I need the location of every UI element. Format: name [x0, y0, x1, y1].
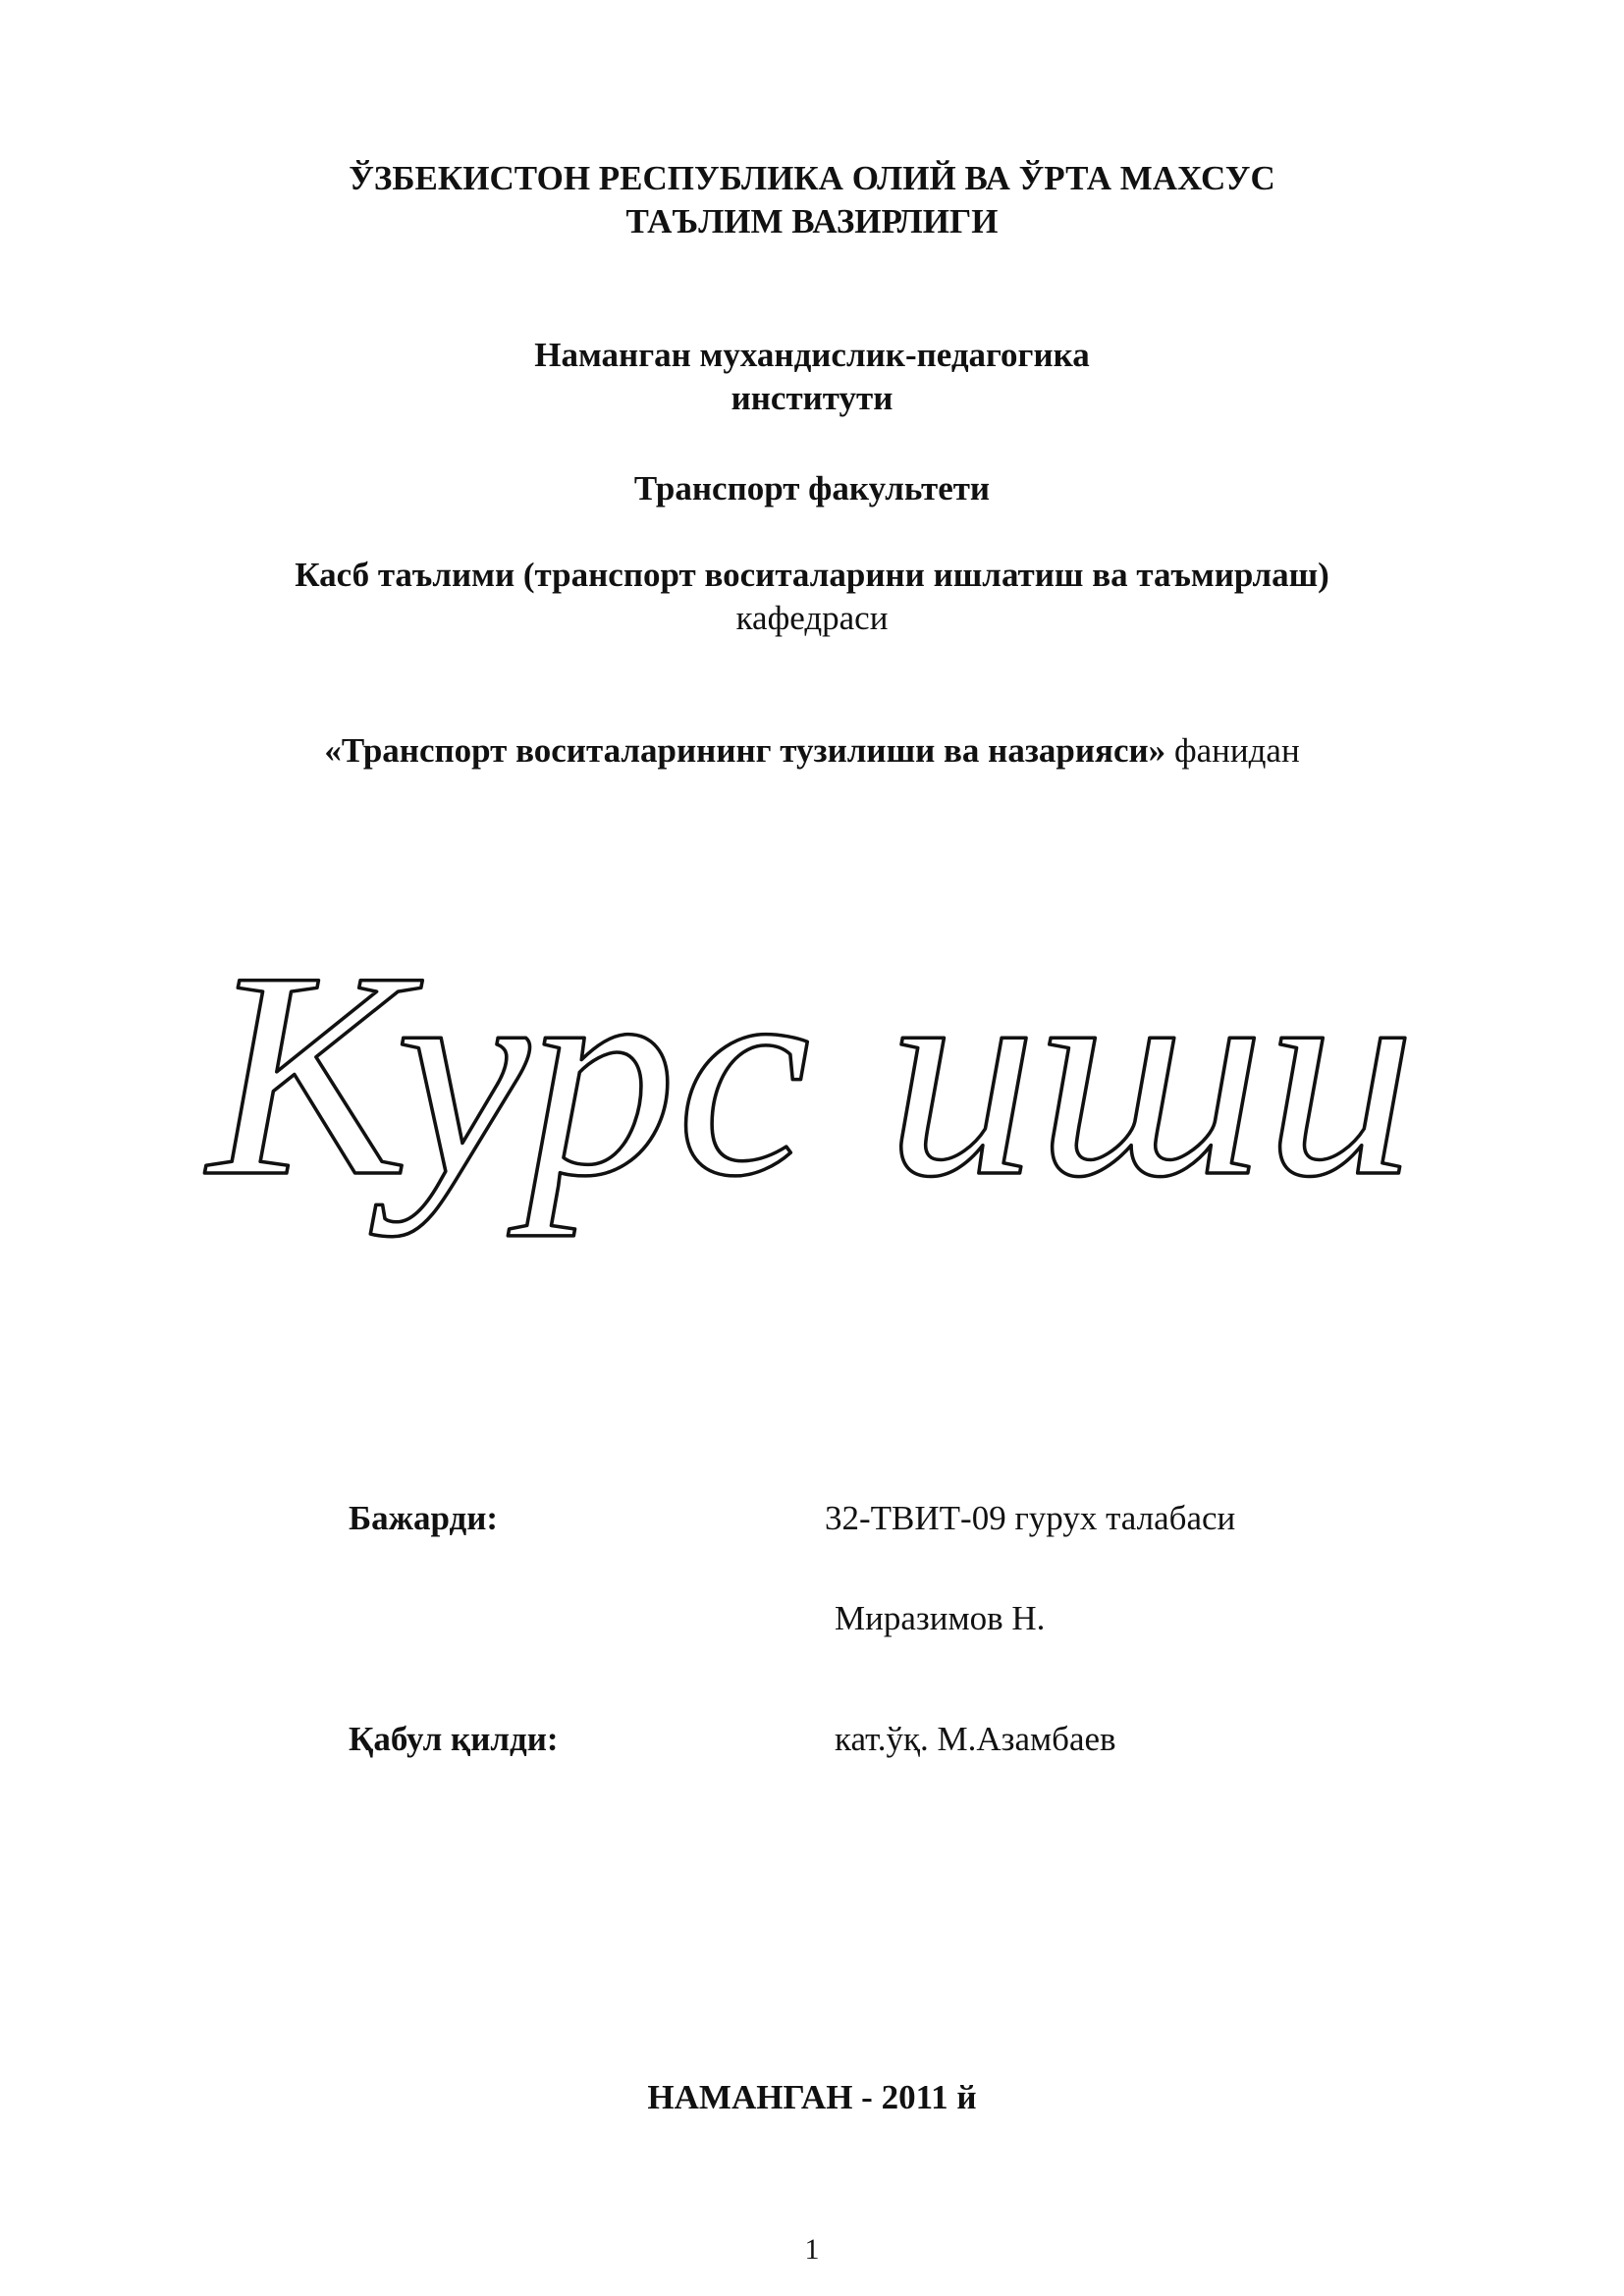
department-word: кафедраси: [735, 599, 889, 637]
institute-line-1: Наманган мухандислик-педагогика: [534, 336, 1090, 374]
group-value: 32-ТВИТ-09 гурух талабаси: [825, 1499, 1236, 1537]
subject-suffix: фанидан: [1165, 731, 1300, 770]
subject-title: «Транспорт воситаларининг тузилиши ва назарияси»: [324, 731, 1166, 770]
course-work-title-text: Курс иши: [203, 911, 1417, 1237]
student-name: Миразимов Н.: [835, 1599, 1046, 1637]
teacher-value: кат.ўқ. М.Азамбаев: [835, 1720, 1116, 1758]
city-year: НАМАНГАН - 2011 й: [647, 2078, 977, 2116]
ministry-line-1: ЎЗБЕКИСТОН РЕСПУБЛИКА ОЛИЙ ВА ЎРТА МАХСУС: [349, 159, 1275, 197]
faculty-name: Транспорт факультети: [633, 469, 991, 507]
department-name: Касб таълими (транспорт воситаларини ишлатиш ва таъмирлаш): [295, 556, 1329, 594]
course-work-title: [0, 883, 1624, 1296]
done-by-label: Бажарди:: [349, 1499, 499, 1537]
institute-line-2: институти: [731, 379, 893, 417]
subject-line: [0, 729, 1624, 773]
accepted-by-label: Қабул қилди:: [349, 1720, 559, 1758]
ministry-line-2: ТАЪЛИМ ВАЗИРЛИГИ: [625, 202, 999, 240]
page-number: 1: [804, 2233, 820, 2266]
